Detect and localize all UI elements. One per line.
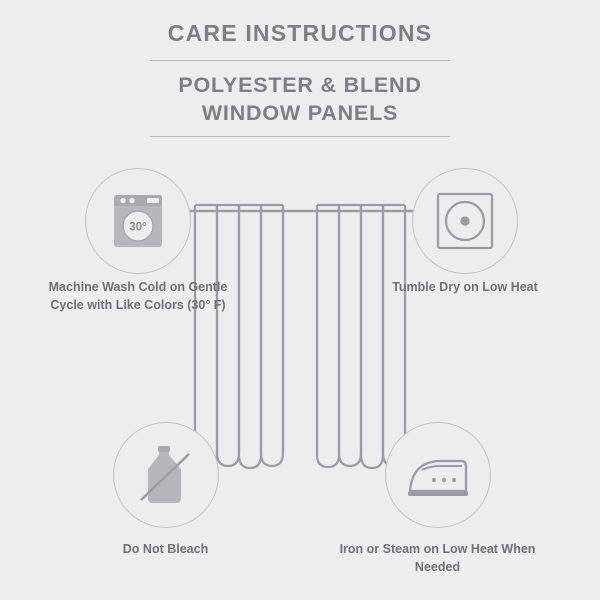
divider-bottom [150,136,450,137]
page-title: CARE INSTRUCTIONS [167,20,433,46]
no-bleach-icon [135,442,197,508]
caption-tumble-dry: Tumble Dry on Low Heat [392,280,538,294]
page-subtitle-line2: WINDOW PANELS [201,100,399,125]
svg-text:30°: 30° [129,221,147,234]
caption-do-not-bleach: Do Not Bleach [122,542,209,556]
page-subtitle-line1: POLYESTER & BLEND [178,72,422,97]
icon-iron [385,422,491,528]
icon-do-not-bleach [113,422,219,528]
washing-machine-icon [110,192,166,250]
tumble-dry-icon [435,191,495,251]
caption-iron: Iron or Steam on Low Heat When Needed [339,542,536,575]
icon-tumble-dry [412,168,518,274]
iron-icon [404,449,472,501]
divider-top [150,60,450,61]
caption-machine-wash: Machine Wash Cold on Gentle Cycle with Like Colors (30° F) [48,280,228,313]
header [0,20,600,137]
icon-machine-wash [85,168,191,274]
